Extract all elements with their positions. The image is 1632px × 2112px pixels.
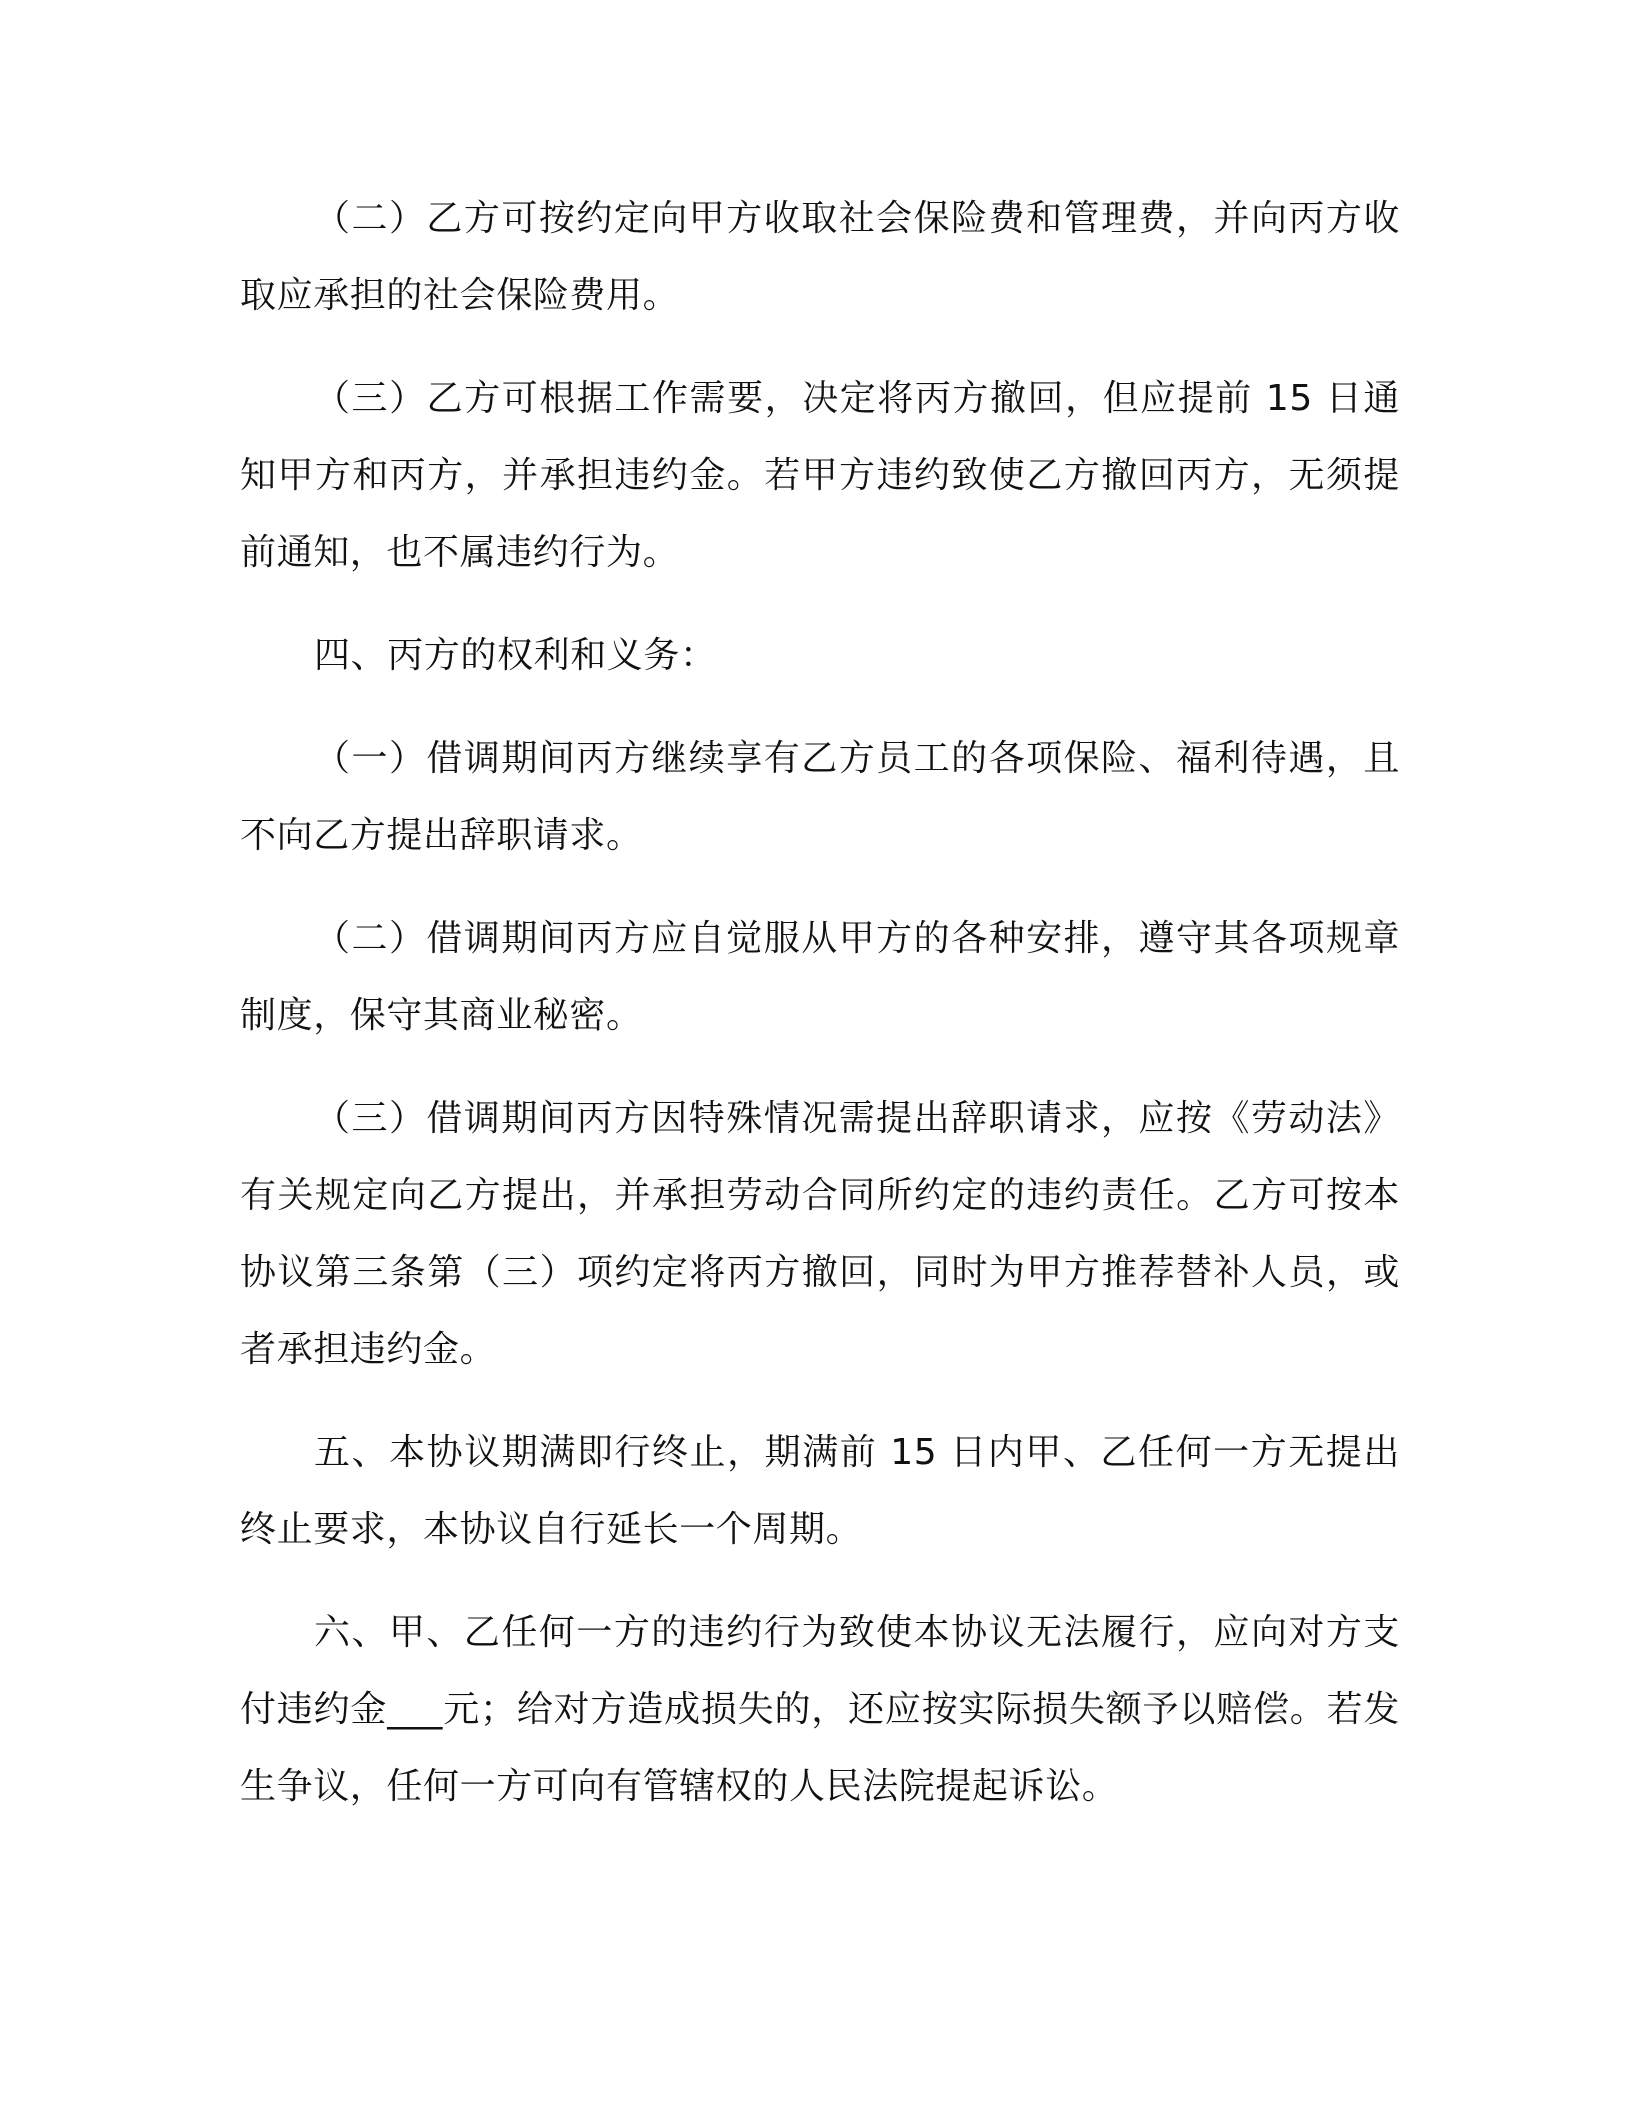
paragraph-gap: [240, 591, 1400, 617]
paragraph-gap: [240, 334, 1400, 360]
paragraph-party-c-benefits: （一）借调期间丙方继续享有乙方员工的各项保险、福利待遇，且不向乙方提出辞职请求。: [240, 738, 1400, 856]
paragraph-term-expiry: 五、本协议期满即行终止，期满前 15 日内甲、乙任何一方无提出终止要求，本协议自行延长一个周期。: [240, 1432, 1400, 1550]
paragraph-party-b-fees: （二）乙方可按约定向甲方收取社会保险费和管理费，并向丙方收取应承担的社会保险费用。: [240, 198, 1400, 316]
paragraph-party-c-resign: （三）借调期间丙方因特殊情况需提出辞职请求，应按《劳动法》有关规定向乙方提出，并承担劳动合同所约定的违约责任。乙方可按本协议第三条第（三）项约定将丙方撤回，同时为甲方推荐替补人员，或者承担违约金。: [240, 1098, 1400, 1370]
document-body: [240, 180, 1400, 1825]
paragraph-gap: [240, 1568, 1400, 1594]
section-heading-party-c: 四、丙方的权利和义务：: [314, 635, 717, 676]
paragraph-gap: [240, 694, 1400, 720]
paragraph-party-c-obey: （二）借调期间丙方应自觉服从甲方的各种安排，遵守其各项规章制度，保守其商业秘密。: [240, 918, 1400, 1036]
paragraph-breach-liability: 六、甲、乙任何一方的违约行为致使本协议无法履行，应向对方支付违约金___元；给对方造成损失的，还应按实际损失额予以赔偿。若发生争议，任何一方可向有管辖权的人民法院提起诉讼。: [240, 1612, 1400, 1807]
paragraph-gap: [240, 874, 1400, 900]
paragraph-gap: [240, 1388, 1400, 1414]
paragraph-gap: [240, 1054, 1400, 1080]
paragraph-party-b-recall: （三）乙方可根据工作需要，决定将丙方撤回，但应提前 15 日通知甲方和丙方，并承担违约金。若甲方违约致使乙方撤回丙方，无须提前通知，也不属违约行为。: [240, 378, 1400, 573]
